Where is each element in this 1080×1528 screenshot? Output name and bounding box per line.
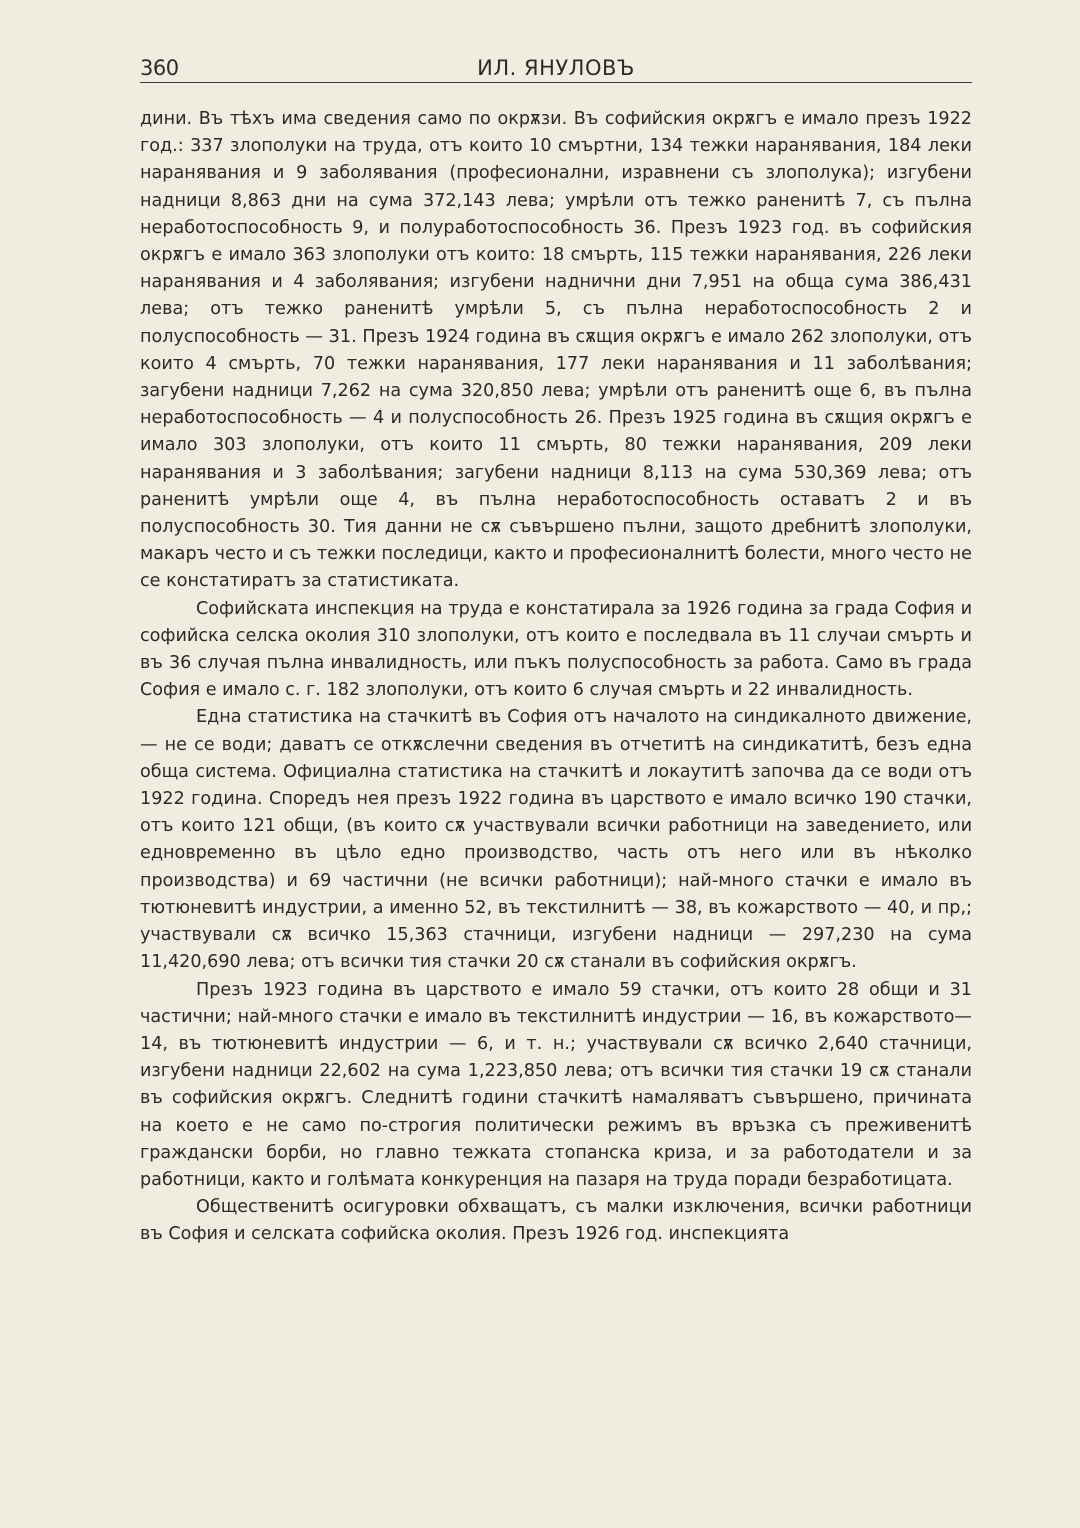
paragraph-accidents-1922-1925: дини. Въ тѣхъ има сведения само по окрѫзи. Въ софийския окрѫгъ е имало презъ 1922 год.: 337 злополуки на труда, отъ които 10 смъртни, 134 тежки наранявания, 184 леки наранявания и 9 заболявания (професионални, изравнени съ злополука); изгубени надници 8,863 дни на сума 372,143 лева; умрѣли отъ тежко раненитѣ 7, съ пълна неработоспособность 9, и полуработоспособность 36. Презъ 1923 год. въ софийския окрѫгъ е имало 363 злополуки отъ които: 18 смърть, 115 тежки наранявания, 226 леки наранявания и 4 заболявания; изгубени наднични дни 7,951 на обща сума 386,431 лева; отъ тежко раненитѣ умрѣли 5, съ пълна неработоспособность 2 и полуспособность — 31. Презъ 1924 година въ сѫщия окрѫгъ е имало 262 злополуки, отъ които 4 смърть, 70 тежки наранявания, 177 леки наранявания и 11 заболѣвания; загубени надници 7,262 на сума 320,850 лева; умрѣли отъ раненитѣ още 6, въ пълна неработоспособность — 4 и полуспособность 26. Презъ 1925 година въ сѫщия окрѫгъ е имало 303 злополуки, отъ които 11 смърть, 80 тежки наранявания, 209 леки наранявания и 3 заболѣвания; загубени надници 8,113 на сума 530,369 лева; отъ раненитѣ умрѣли още 4, въ пълна неработоспособность оставатъ 2 и въ полуспособность 30. Тия данни не сѫ съвършено пълни, защото дребнитѣ злополуки, макаръ често и съ тежки последици, както и професионалнитѣ болести, много често не се констатиратъ за статистиката. bbox=[140, 109, 972, 592]
running-head-author: ИЛ. ЯНУЛОВЪ bbox=[477, 56, 635, 80]
paragraph-strike-statistics-1922: Една статистика на стачкитѣ въ София отъ началото на синдикалното движение, — не се води; даватъ се откѫслечни сведения въ отчетитѣ на синдикатитѣ, безъ една обща система. Официална статистика на стачкитѣ и локаутитѣ започва да се води отъ 1922 година. Споредъ нея презъ 1922 година въ царството е имало всичко 190 стачки, отъ които 121 общи, (въ които сѫ участвували всички работници на заведението, или едновременно въ цѣло едно производство, часть отъ него или въ нѣколко производства) и 69 частични (не всички работници); най-много стачки е имало въ тютюневитѣ индустрии, а именно 52, въ текстилнитѣ — 38, въ кожарството — 40, и пр,; участвували сѫ всичко 15,363 стачници, изгубени надници — 297,230 на сума 11,420,690 лева; отъ всички тия стачки 20 сѫ станали въ софийския окрѫгъ. bbox=[140, 707, 972, 973]
paragraph-strikes-1923: Презъ 1923 година въ царството е имало 59 стачки, отъ които 28 общи и 31 частични; най-много стачки е имало въ текстилнитѣ индустрии — 16, въ кожарството—14, въ тютюневитѣ индустрии — 6, и т. н.; участвували сѫ всичко 2,640 стачници, изгубени надници 22,602 на сума 1,223,850 лева; отъ всички тия стачки 19 сѫ станали въ софийския окрѫгъ. Следнитѣ години стачкитѣ намаляватъ съвършено, причината на което е не само по-строгия политически режимъ въ връзка съ преживенитѣ граждански борби, но главно тежката стопанска криза, и за работодатели и за работници, както и голѣмата конкуренция на пазаря на труда поради безработицата. bbox=[140, 979, 972, 1190]
page-header bbox=[140, 54, 972, 83]
paragraph-sofia-inspection-1926: Софийската инспекция на труда е констатирала за 1926 година за града София и софийска селска околия 310 злополуки, отъ които е последвала въ 11 случаи смърть и въ 36 случая пълна инвалидность, или пъкъ полуспособность за работа. Само въ града София е имало с. г. 182 злополуки, отъ които 6 случая смърть и 22 инвалидность. bbox=[140, 598, 972, 701]
body-text bbox=[140, 106, 972, 1249]
page-number: 360 bbox=[140, 56, 179, 80]
paragraph-social-insurance: Общественитѣ осигуровки обхващатъ, съ малки изключения, всички работници въ София и селската софийска околия. Презъ 1926 год. инспекцията bbox=[140, 1197, 972, 1245]
